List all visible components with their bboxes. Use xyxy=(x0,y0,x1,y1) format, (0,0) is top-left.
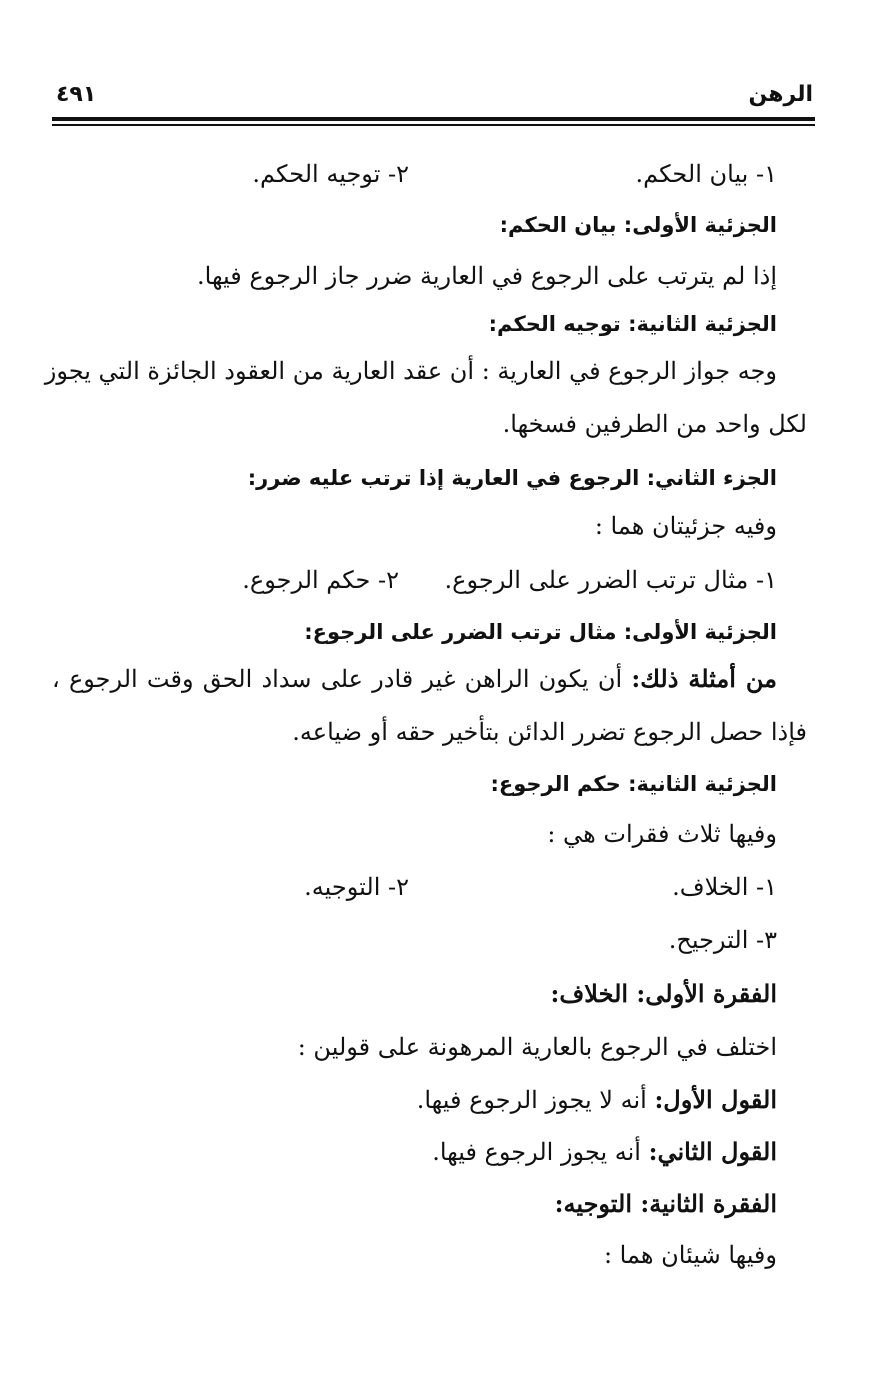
list-item: ١- بيان الحكم. xyxy=(635,160,777,188)
page-header xyxy=(52,82,815,112)
paragraph-line xyxy=(52,664,777,693)
paragraph-line: اختلف في الرجوع بالعارية المرهونة على قولين : xyxy=(297,1033,777,1061)
list-item: ٢- حكم الرجوع. xyxy=(242,566,399,594)
lead-phrase: القول الأول: xyxy=(654,1085,777,1114)
header-rule-thin xyxy=(52,124,815,126)
paragraph-text: أنه لا يجوز الرجوع فيها. xyxy=(416,1086,647,1114)
subheading: الجزئية الأولى: بيان الحكم: xyxy=(499,213,777,237)
paragraph-line: لكل واحد من الطرفين فسخها. xyxy=(502,410,807,438)
subheading: الجزئية الثانية: حكم الرجوع: xyxy=(490,772,777,796)
list-item: ٣- الترجيح. xyxy=(668,926,777,954)
list-item: ١- مثال ترتب الضرر على الرجوع. xyxy=(444,566,777,594)
paragraph-text: أن يكون الراهن غير قادر على سداد الحق وقت الرجوع ، xyxy=(52,665,623,693)
paragraph-line: وفيها ثلاث فقرات هي : xyxy=(547,820,777,848)
subheading: الفقرة الثانية: التوجيه: xyxy=(554,1189,777,1218)
section-heading: الجزء الثاني: الرجوع في العارية إذا ترتب عليه ضرر: xyxy=(247,466,777,490)
paragraph-line: فإذا حصل الرجوع تضرر الدائن بتأخير حقه أو ضياعه. xyxy=(292,718,807,746)
paragraph-text: أنه يجوز الرجوع فيها. xyxy=(432,1138,641,1166)
list-item: ١- الخلاف. xyxy=(672,873,777,901)
subheading: الفقرة الأولى: الخلاف: xyxy=(550,979,777,1008)
header-rule-thick xyxy=(52,117,815,121)
paragraph-line: وفيها شيئان هما : xyxy=(603,1241,777,1269)
list-item: ٢- التوجيه. xyxy=(304,873,409,901)
paragraph-line: وجه جواز الرجوع في العارية : أن عقد العارية من العقود الجائزة التي يجوز xyxy=(44,357,777,385)
subheading: الجزئية الثانية: توجيه الحكم: xyxy=(488,312,777,336)
paragraph-line xyxy=(432,1137,777,1166)
lead-phrase: من أمثلة ذلك: xyxy=(631,664,777,693)
lead-phrase: القول الثاني: xyxy=(648,1137,777,1166)
running-title: الرهن xyxy=(748,82,813,107)
paragraph-line xyxy=(417,1085,777,1114)
paragraph-line: إذا لم يترتب على الرجوع في العارية ضرر جاز الرجوع فيها. xyxy=(197,262,777,290)
page-number: ٤٩١ xyxy=(56,82,97,107)
list-item: ٢- توجيه الحكم. xyxy=(252,160,409,188)
subheading: الجزئية الأولى: مثال ترتب الضرر على الرجوع: xyxy=(304,620,777,644)
paragraph-line: وفيه جزئيتان هما : xyxy=(594,512,777,540)
